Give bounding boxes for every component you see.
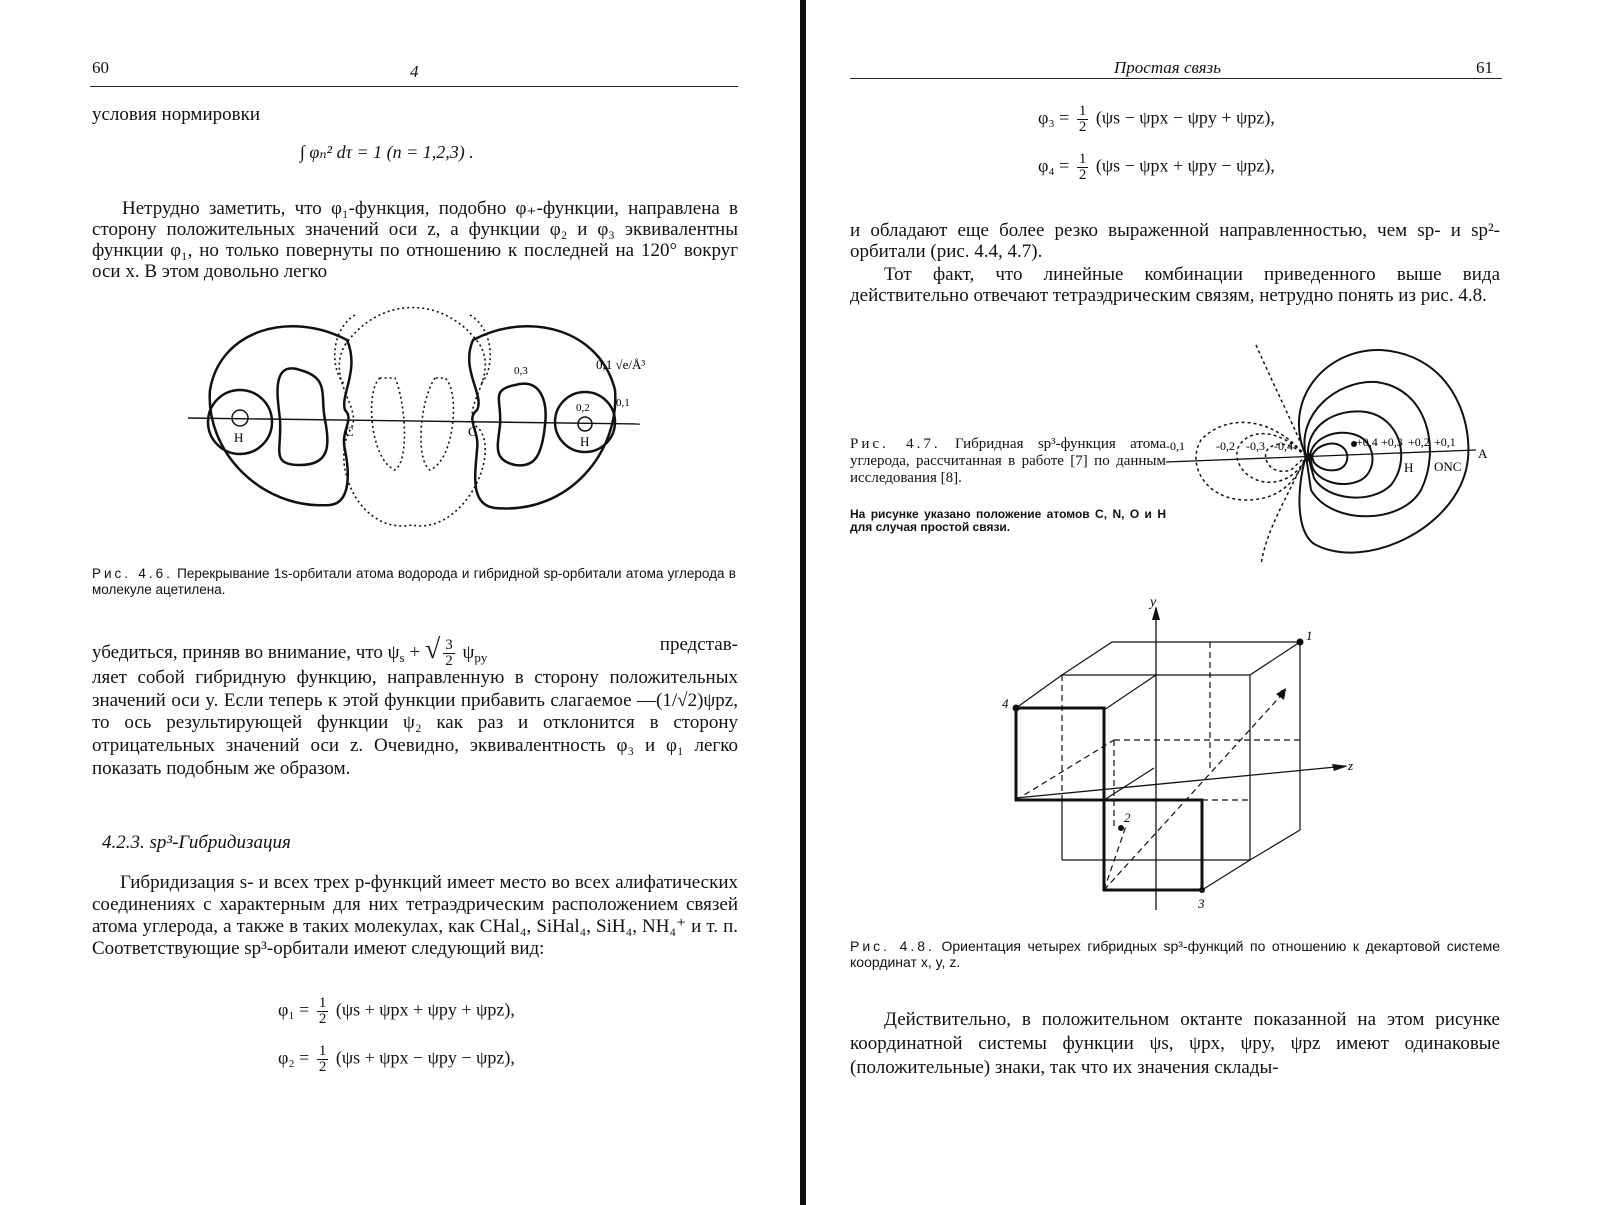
text-run: представ-	[659, 634, 738, 655]
figure-4-6	[180, 300, 650, 540]
paragraph: Гибридизация s- и всех трех p-функций имеет место во всех алифатических соединениях с характерным для них тетраэдрическим расположением связей атома углерода, а также в таких молекулах, как CHal₄, SiHal₄, SiH₄, NH₄⁺ и т. п. Соответствующие sp³-орбитали имеют следующий вид:	[92, 872, 738, 959]
atom-label-h: H	[1404, 460, 1414, 475]
vertex-1	[1297, 639, 1304, 646]
header-rule	[850, 78, 1502, 79]
normalization-formula: ∫ φₙ² dτ = 1 (n = 1,2,3) .	[300, 142, 474, 162]
paragraph: Нетрудно заметить, что φ₁-функция, подобно φ₊-функции, направлена в сторону положительных значений оси z, а функции φ₂ и φ₃ эквивалентны функции φ₁, но только повернуты по отношению к последней на 120° вокруг оси x. В этом довольно легко	[92, 198, 738, 282]
text-run: убедиться, приняв во внимание, что ψ	[92, 642, 400, 663]
phi3-formula	[1038, 104, 1275, 135]
paragraph: и обладают еще более резко выраженной направленностью, чем sp- и sp²-орбитали (рис. 4.4, 4.7).	[850, 220, 1500, 262]
fraction-denominator: 2	[445, 653, 453, 670]
formula-lhs: φ₁ =	[278, 999, 310, 1020]
formula-text-line	[92, 634, 738, 669]
left-inner-lobe	[278, 368, 328, 465]
vertex-label: 1	[1306, 628, 1313, 643]
nodal-line	[1256, 345, 1306, 565]
fraction-numerator: 1	[318, 995, 327, 1011]
page-number-right: 61	[1476, 58, 1493, 77]
carbon-nucleus-marker	[1305, 453, 1313, 461]
fraction-numerator: 3	[445, 637, 453, 654]
phi2-formula	[278, 1044, 515, 1075]
overlap-region-outline	[339, 308, 485, 526]
atom-label-onc: ONC	[1434, 459, 1462, 474]
fraction-numerator: 1	[318, 1043, 327, 1059]
figure-4-7-note: На рисунке указано положение атомов C, N, O и H для случая простой связи.	[850, 507, 1166, 534]
contour-label: 0,2	[576, 402, 590, 414]
figure-4-7	[1166, 340, 1496, 570]
fraction-denominator: 2	[318, 1011, 327, 1027]
dotted-arc	[470, 315, 490, 385]
paragraph: Действительно, в положительном октанте показанной на этом рисунке координатной системы функции ψs, ψpx, ψpy, ψpz имеют одинаковые (положительные) знаки, так что их значения склады-	[850, 1009, 1500, 1078]
contour-label: -0,1	[1166, 439, 1185, 453]
formula-rhs: (ψs − ψpx − ψpy + ψpz),	[1095, 107, 1275, 128]
contour-label: 0,1 √e/Å³	[596, 357, 646, 372]
dotted-lobe	[421, 378, 453, 470]
fraction	[1077, 104, 1089, 135]
fraction-numerator: 1	[1078, 103, 1087, 119]
caption-text: Гибридная sp³-функция атома углерода, рассчитанная в работе [7] по данным исследования [8].	[850, 436, 1166, 486]
box-edge	[1016, 675, 1062, 708]
box-edge	[1250, 830, 1300, 860]
phi4-formula	[1038, 152, 1275, 183]
atom-label-c: C	[345, 424, 354, 439]
box-edge	[1202, 860, 1250, 890]
vertex-label: 4	[1002, 696, 1009, 711]
text-run: +	[404, 642, 425, 663]
fraction	[317, 1044, 329, 1075]
contour-label: +0,4	[1356, 435, 1378, 449]
box-edge	[1104, 826, 1126, 890]
running-head: Простая связь	[1114, 58, 1221, 77]
figure-4-7-caption	[850, 436, 1166, 487]
contour-label: +0,3	[1381, 435, 1403, 449]
caption-prefix: Рис. 4.6.	[92, 566, 173, 581]
page-number-left: 60	[92, 58, 109, 77]
axis-label-z: z	[1348, 758, 1354, 773]
contour-label: 0,3	[514, 365, 528, 377]
fraction-denominator: 2	[318, 1059, 327, 1075]
figure-4-8	[996, 590, 1366, 920]
atom-label-c: C	[468, 424, 477, 439]
z-axis-arrow	[1332, 764, 1348, 771]
box-face	[1062, 642, 1300, 675]
front-box-face	[1104, 800, 1202, 890]
front-box-face	[1016, 708, 1104, 800]
formula-rhs: (ψs − ψpx + ψpy − ψpz),	[1095, 155, 1275, 176]
right-sp-orbital	[469, 326, 615, 508]
right-inner-lobe	[498, 384, 546, 466]
vertex-label: 2	[1124, 810, 1131, 825]
fraction	[1077, 152, 1089, 183]
molecular-axis	[188, 418, 640, 424]
axis-label-x: x	[1280, 684, 1286, 699]
fraction-denominator: 2	[1078, 119, 1087, 135]
subscript: s	[399, 650, 405, 665]
subscript: py	[474, 650, 488, 665]
box-edge	[1104, 675, 1156, 710]
header-rule	[90, 86, 738, 87]
contour-label: -0,2	[1216, 439, 1235, 453]
figure-4-6-caption	[92, 566, 736, 598]
axis-label: A	[1478, 446, 1488, 461]
contour-label: 0,1	[616, 397, 630, 409]
text-line: условия нормировки	[92, 104, 260, 125]
vertex-3	[1199, 887, 1205, 893]
formula-lhs: φ₄ =	[1038, 155, 1070, 176]
dotted-arc	[335, 315, 355, 385]
formula-rhs: (ψs + ψpx − ψpy − ψpz),	[335, 1047, 515, 1068]
caption-text: Перекрывание 1s-орбитали атома водорода и гибридной sp-орбитали атома углерода в молекуле ацетилена.	[92, 566, 736, 597]
caption-prefix: Рис. 4.7.	[850, 436, 941, 452]
chapter-number: 4	[410, 62, 419, 81]
right-page	[806, 0, 1600, 1205]
contour-label: +0,1	[1434, 435, 1456, 449]
section-heading: 4.2.3. sp³-Гибридизация	[102, 832, 291, 853]
fraction-numerator: 1	[1078, 151, 1087, 167]
contour-label: -0,3	[1246, 439, 1265, 453]
box-edge	[1016, 740, 1114, 800]
positive-lobe-contour	[1312, 444, 1347, 471]
caption-prefix: Рис. 4.8.	[850, 938, 935, 954]
contour-label: -0,4	[1274, 439, 1293, 453]
fraction	[317, 996, 329, 1027]
contour-label: +0,2	[1408, 435, 1430, 449]
phi1-formula	[278, 996, 515, 1027]
z-axis	[1016, 766, 1346, 798]
paragraph: Тот факт, что линейные комбинации приведенного выше вида действительно отвечают тетраэдрическим связям, нетрудно понять из рис. 4.8.	[850, 264, 1500, 306]
dotted-lobe	[372, 378, 405, 470]
axis-label-y: y	[1150, 595, 1157, 610]
formula-rhs: (ψs + ψpx + ψpy + ψpz),	[335, 999, 515, 1020]
vertex-2	[1118, 825, 1124, 831]
fraction-denominator: 2	[1078, 167, 1087, 183]
paragraph: ляет собой гибридную функцию, направленную в сторону положительных значений оси y. Если теперь к этой функции прибавить слагаемое —(1/√2)ψpz, то ось результирующей функции ψ₂ как раз и отклонится в сторону отрицательных значений оси z. Очевидно, эквивалентность φ₃ и φ₁ легко показать подобным же образом.	[92, 667, 738, 779]
atom-label-h: H	[580, 434, 590, 449]
formula-lhs: φ₃ =	[1038, 107, 1070, 128]
negative-lobe-contour	[1196, 422, 1306, 500]
caption-text: Ориентация четырех гибридных sp³-функций по отношению к декартовой системе координат x, y, z.	[850, 938, 1500, 970]
vertex-label: 3	[1198, 896, 1205, 911]
sqrt-sign: √	[424, 634, 441, 665]
vertex-4	[1013, 705, 1020, 712]
atom-label-h: H	[234, 430, 244, 445]
text-run: ψ	[462, 642, 475, 663]
box-edge	[1104, 768, 1154, 800]
formula-lhs: φ₂ =	[278, 1047, 310, 1068]
figure-4-8-caption	[850, 938, 1500, 970]
fraction	[443, 638, 455, 669]
